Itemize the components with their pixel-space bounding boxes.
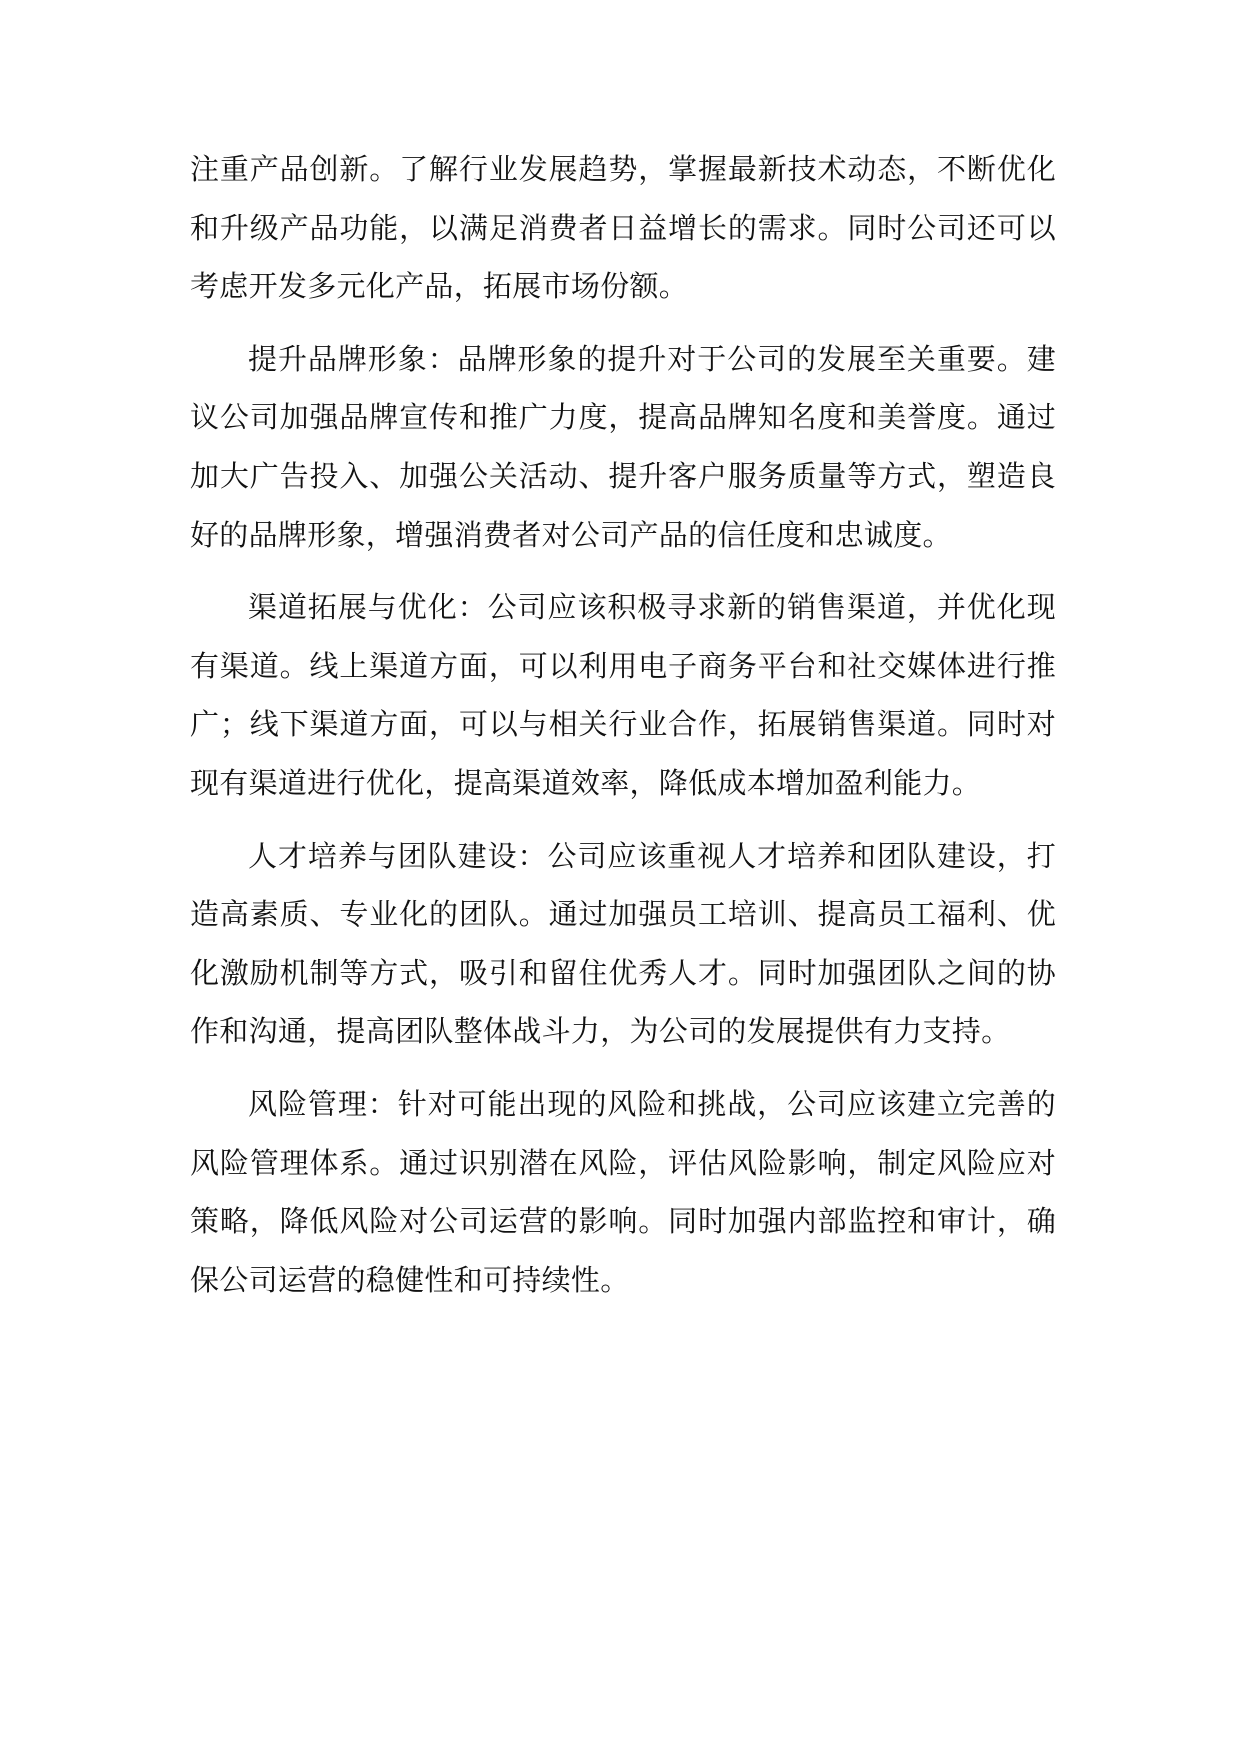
paragraph-channel-expansion: 渠道拓展与优化：公司应该积极寻求新的销售渠道，并优化现有渠道。线上渠道方面，可以利用电子商务平台和社交媒体进行推广；线下渠道方面，可以与相关行业合作，拓展销售渠道。同时对现有渠道进行优化，提高渠道效率，降低成本增加盈利能力。: [190, 590, 1056, 800]
document-body: [190, 140, 1056, 1323]
paragraph-product-innovation: 注重产品创新。了解行业发展趋势，掌握最新技术动态，不断优化和升级产品功能，以满足消费者日益增长的需求。同时公司还可以考虑开发多元化产品，拓展市场份额。: [190, 152, 1056, 304]
paragraph-brand-image: 提升品牌形象：品牌形象的提升对于公司的发展至关重要。建议公司加强品牌宣传和推广力度，提高品牌知名度和美誉度。通过加大广告投入、加强公关活动、提升客户服务质量等方式，塑造良好的品牌形象，增强消费者对公司产品的信任度和忠诚度。: [190, 341, 1056, 552]
paragraph-risk-management: 风险管理：针对可能出现的风险和挑战，公司应该建立完善的风险管理体系。通过识别潜在风险，评估风险影响，制定风险应对策略，降低风险对公司运营的影响。同时加强内部监控和审计，确保公司运营的稳健性和可持续性。: [190, 1086, 1056, 1297]
paragraph-talent-team: 人才培养与团队建设：公司应该重视人才培养和团队建设，打造高素质、专业化的团队。通过加强员工培训、提高员工福利、优化激励机制等方式，吸引和留住优秀人才。同时加强团队之间的协作和沟通，提高团队整体战斗力，为公司的发展提供有力支持。: [190, 838, 1056, 1049]
